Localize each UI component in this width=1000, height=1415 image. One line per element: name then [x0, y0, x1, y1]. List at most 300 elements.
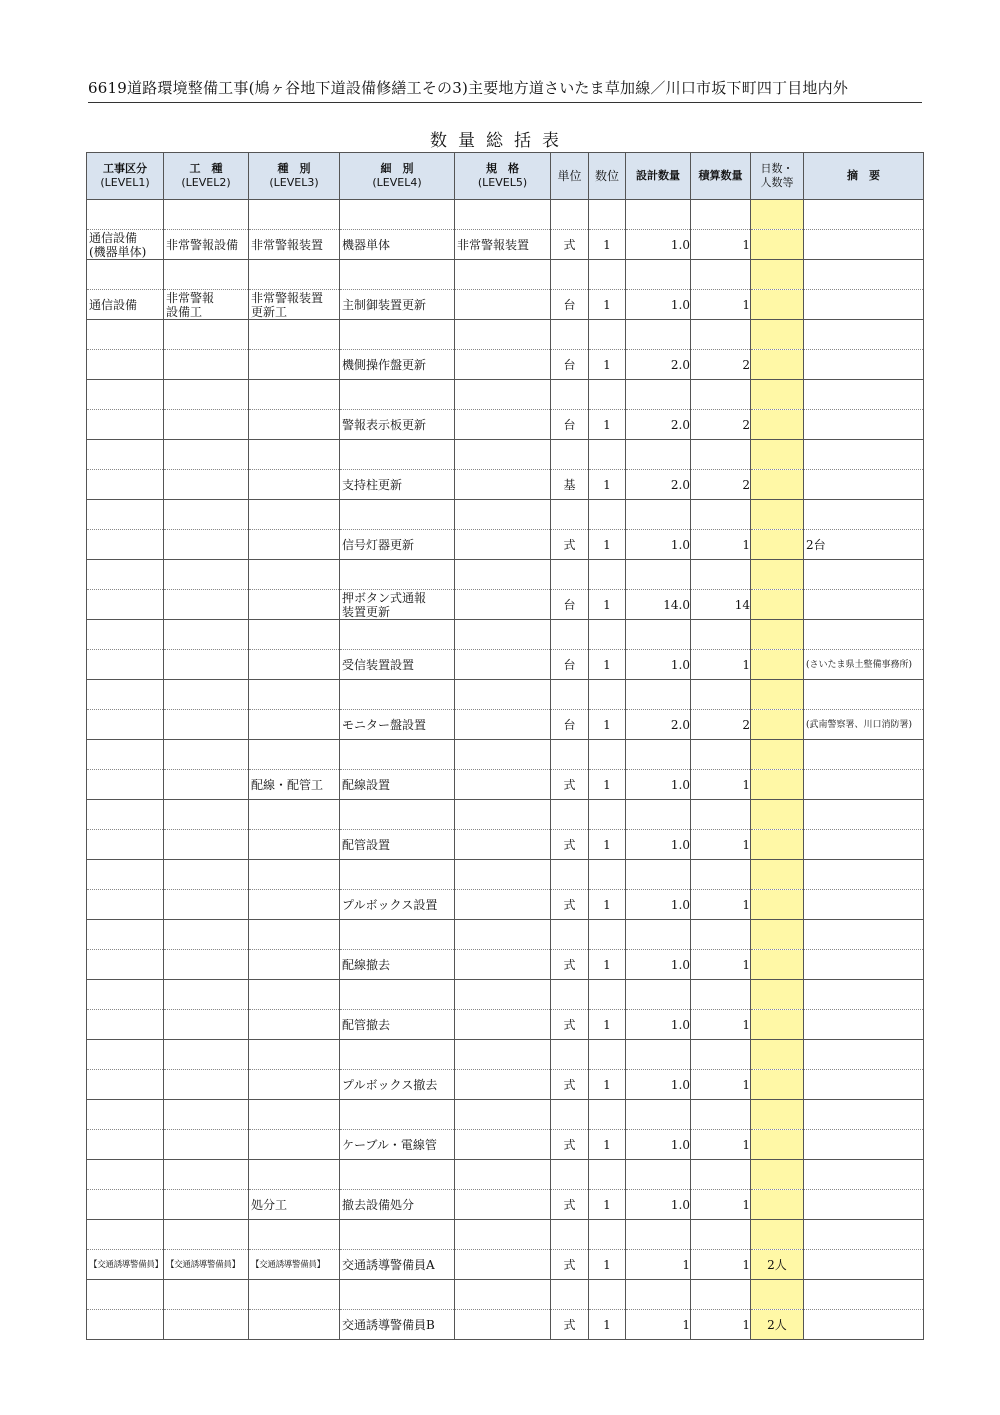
cell-design-qty: 1 [626, 1250, 691, 1280]
empty-cell [87, 440, 164, 470]
spacer-row [87, 200, 924, 230]
cell-unit: 式 [551, 1130, 589, 1160]
cell-level4: 警報表示板更新 [340, 410, 455, 440]
empty-cell [87, 260, 164, 290]
cell-level3 [249, 350, 340, 380]
cell-unit: 式 [551, 770, 589, 800]
table-row [87, 1250, 924, 1280]
table-row [87, 1070, 924, 1100]
cell-digits: 1 [589, 530, 626, 560]
empty-cell [589, 860, 626, 890]
empty-cell [691, 200, 751, 230]
empty-cell [340, 1160, 455, 1190]
empty-cell [691, 740, 751, 770]
cell-estimate-qty: 2 [691, 470, 751, 500]
cell-estimate-qty: 1 [691, 1190, 751, 1220]
table-row [87, 1310, 924, 1340]
empty-cell [87, 680, 164, 710]
empty-cell [164, 500, 249, 530]
empty-cell [551, 620, 589, 650]
cell-design-qty: 1.0 [626, 1190, 691, 1220]
cell-days [751, 230, 804, 260]
empty-cell [626, 260, 691, 290]
empty-cell [164, 380, 249, 410]
cell-unit: 台 [551, 410, 589, 440]
cell-days [751, 710, 804, 740]
table-row [87, 590, 924, 620]
empty-cell [551, 380, 589, 410]
empty-cell [751, 860, 804, 890]
cell-design-qty: 1.0 [626, 950, 691, 980]
cell-level5 [455, 1130, 551, 1160]
empty-cell [626, 1280, 691, 1310]
cell-level2 [164, 890, 249, 920]
cell-estimate-qty: 1 [691, 1010, 751, 1040]
empty-cell [87, 1220, 164, 1250]
empty-cell [691, 380, 751, 410]
cell-note [804, 1310, 924, 1340]
empty-cell [551, 800, 589, 830]
cell-level5 [455, 470, 551, 500]
empty-cell [626, 560, 691, 590]
table-row [87, 350, 924, 380]
cell-digits: 1 [589, 350, 626, 380]
empty-cell [87, 1100, 164, 1130]
empty-cell [804, 560, 924, 590]
empty-cell [751, 980, 804, 1010]
cell-level1 [87, 350, 164, 380]
empty-cell [249, 260, 340, 290]
empty-cell [626, 440, 691, 470]
empty-cell [455, 1160, 551, 1190]
cell-level3: 配線・配管工 [249, 770, 340, 800]
empty-cell [164, 200, 249, 230]
col-header-design-qty: 設計数量 [626, 153, 691, 200]
cell-note [804, 470, 924, 500]
cell-unit: 式 [551, 230, 589, 260]
empty-cell [249, 1040, 340, 1070]
cell-level2 [164, 830, 249, 860]
cell-level2 [164, 1310, 249, 1340]
cell-design-qty: 1.0 [626, 770, 691, 800]
cell-design-qty: 1.0 [626, 530, 691, 560]
cell-digits: 1 [589, 1010, 626, 1040]
empty-cell [751, 920, 804, 950]
empty-cell [751, 740, 804, 770]
empty-cell [164, 320, 249, 350]
cell-level2: 非常警報設備 [164, 230, 249, 260]
cell-level1 [87, 470, 164, 500]
cell-level2 [164, 1010, 249, 1040]
empty-cell [340, 740, 455, 770]
empty-cell [249, 800, 340, 830]
cell-unit: 式 [551, 1310, 589, 1340]
cell-level1 [87, 410, 164, 440]
col-header-level2: 工 種 (LEVEL2) [164, 153, 249, 200]
empty-cell [87, 200, 164, 230]
empty-cell [589, 620, 626, 650]
empty-cell [626, 920, 691, 950]
cell-level5: 非常警報装置 [455, 230, 551, 260]
cell-days [751, 290, 804, 320]
empty-cell [87, 860, 164, 890]
empty-cell [691, 260, 751, 290]
cell-days [751, 530, 804, 560]
cell-note [804, 590, 924, 620]
cell-level5 [455, 410, 551, 440]
empty-cell [551, 500, 589, 530]
empty-cell [589, 440, 626, 470]
cell-days [751, 590, 804, 620]
cell-estimate-qty: 1 [691, 530, 751, 560]
table-row [87, 770, 924, 800]
cell-digits: 1 [589, 1190, 626, 1220]
empty-cell [455, 1280, 551, 1310]
cell-unit: 式 [551, 530, 589, 560]
cell-estimate-qty: 1 [691, 290, 751, 320]
empty-cell [626, 1160, 691, 1190]
cell-estimate-qty: 1 [691, 230, 751, 260]
empty-cell [804, 680, 924, 710]
cell-digits: 1 [589, 1310, 626, 1340]
cell-digits: 1 [589, 650, 626, 680]
empty-cell [751, 500, 804, 530]
empty-cell [455, 920, 551, 950]
empty-cell [751, 440, 804, 470]
cell-level2 [164, 1130, 249, 1160]
cell-level3 [249, 590, 340, 620]
cell-level4: 支持柱更新 [340, 470, 455, 500]
empty-cell [804, 260, 924, 290]
cell-note [804, 350, 924, 380]
empty-cell [249, 1100, 340, 1130]
empty-cell [751, 1220, 804, 1250]
cell-design-qty: 1.0 [626, 230, 691, 260]
spacer-row [87, 440, 924, 470]
cell-unit: 台 [551, 590, 589, 620]
col-header-level3: 種 別 (LEVEL3) [249, 153, 340, 200]
empty-cell [804, 1100, 924, 1130]
cell-level1 [87, 1310, 164, 1340]
cell-level4: モニター盤設置 [340, 710, 455, 740]
table-row [87, 1010, 924, 1040]
spacer-row [87, 560, 924, 590]
cell-level5 [455, 290, 551, 320]
empty-cell [249, 1160, 340, 1190]
cell-level5 [455, 1250, 551, 1280]
cell-level5 [455, 350, 551, 380]
cell-note [804, 1250, 924, 1280]
cell-level3 [249, 950, 340, 980]
empty-cell [551, 200, 589, 230]
table-row [87, 290, 924, 320]
cell-level1 [87, 530, 164, 560]
empty-cell [626, 680, 691, 710]
cell-level1 [87, 1070, 164, 1100]
cell-digits: 1 [589, 830, 626, 860]
cell-level4: 押ボタン式通報 装置更新 [340, 590, 455, 620]
cell-design-qty: 1.0 [626, 890, 691, 920]
cell-days: 2人 [751, 1310, 804, 1340]
empty-cell [87, 620, 164, 650]
empty-cell [164, 860, 249, 890]
cell-level5 [455, 1070, 551, 1100]
cell-level4: 配線設置 [340, 770, 455, 800]
cell-design-qty: 2.0 [626, 350, 691, 380]
cell-level4: 配管撤去 [340, 1010, 455, 1040]
empty-cell [804, 200, 924, 230]
empty-cell [455, 1220, 551, 1250]
cell-level2: 非常警報 設備工 [164, 290, 249, 320]
empty-cell [589, 1040, 626, 1070]
cell-level4: ケーブル・電線管 [340, 1130, 455, 1160]
cell-digits: 1 [589, 1130, 626, 1160]
empty-cell [164, 1040, 249, 1070]
cell-estimate-qty: 1 [691, 830, 751, 860]
empty-cell [751, 1040, 804, 1070]
cell-days [751, 830, 804, 860]
spacer-row [87, 980, 924, 1010]
empty-cell [551, 1220, 589, 1250]
cell-days [751, 410, 804, 440]
cell-level4: 交通誘導警備員A [340, 1250, 455, 1280]
cell-days [751, 350, 804, 380]
empty-cell [87, 740, 164, 770]
cell-note: (さいたま県土整備事務所) [804, 650, 924, 680]
empty-cell [626, 740, 691, 770]
empty-cell [751, 320, 804, 350]
cell-days: 2人 [751, 1250, 804, 1280]
cell-design-qty: 2.0 [626, 470, 691, 500]
cell-design-qty: 1.0 [626, 650, 691, 680]
cell-estimate-qty: 1 [691, 890, 751, 920]
empty-cell [87, 1040, 164, 1070]
cell-level5 [455, 590, 551, 620]
empty-cell [751, 800, 804, 830]
empty-cell [691, 1220, 751, 1250]
cell-level5 [455, 770, 551, 800]
cell-digits: 1 [589, 230, 626, 260]
empty-cell [589, 500, 626, 530]
empty-cell [249, 620, 340, 650]
cell-note [804, 290, 924, 320]
empty-cell [87, 320, 164, 350]
empty-cell [340, 560, 455, 590]
table-row [87, 650, 924, 680]
col-header-estimate-qty: 積算数量 [691, 153, 751, 200]
empty-cell [589, 1220, 626, 1250]
empty-cell [551, 1040, 589, 1070]
table-row [87, 1190, 924, 1220]
cell-design-qty: 1.0 [626, 290, 691, 320]
cell-days [751, 1070, 804, 1100]
table-row [87, 890, 924, 920]
cell-unit: 式 [551, 950, 589, 980]
cell-level4: 配線撤去 [340, 950, 455, 980]
col-header-unit: 単位 [551, 153, 589, 200]
empty-cell [551, 560, 589, 590]
empty-cell [340, 320, 455, 350]
empty-cell [249, 500, 340, 530]
spacer-row [87, 1160, 924, 1190]
table-body [87, 200, 924, 1340]
cell-level4: 主制御装置更新 [340, 290, 455, 320]
empty-cell [249, 680, 340, 710]
empty-cell [589, 320, 626, 350]
empty-cell [691, 440, 751, 470]
cell-level5 [455, 830, 551, 860]
table-row [87, 470, 924, 500]
cell-design-qty: 2.0 [626, 410, 691, 440]
empty-cell [626, 980, 691, 1010]
empty-cell [249, 980, 340, 1010]
cell-level3: 非常警報装置 更新工 [249, 290, 340, 320]
cell-level3: 【交通誘導警備員】 [249, 1250, 340, 1280]
spacer-row [87, 920, 924, 950]
empty-cell [249, 740, 340, 770]
empty-cell [164, 620, 249, 650]
empty-cell [340, 920, 455, 950]
empty-cell [751, 620, 804, 650]
empty-cell [626, 500, 691, 530]
empty-cell [691, 1280, 751, 1310]
empty-cell [626, 1040, 691, 1070]
empty-cell [691, 980, 751, 1010]
empty-cell [249, 320, 340, 350]
cell-level1 [87, 890, 164, 920]
empty-cell [626, 800, 691, 830]
cell-level1 [87, 710, 164, 740]
empty-cell [340, 980, 455, 1010]
cell-estimate-qty: 1 [691, 1310, 751, 1340]
spacer-row [87, 1220, 924, 1250]
cell-level2 [164, 350, 249, 380]
cell-level3 [249, 650, 340, 680]
table-row [87, 1130, 924, 1160]
empty-cell [87, 500, 164, 530]
cell-level5 [455, 710, 551, 740]
empty-cell [551, 1280, 589, 1310]
cell-level2 [164, 470, 249, 500]
empty-cell [551, 860, 589, 890]
empty-cell [455, 1040, 551, 1070]
empty-cell [249, 860, 340, 890]
empty-cell [455, 740, 551, 770]
empty-cell [804, 1040, 924, 1070]
empty-cell [751, 680, 804, 710]
empty-cell [751, 200, 804, 230]
empty-cell [87, 920, 164, 950]
empty-cell [804, 920, 924, 950]
empty-cell [589, 920, 626, 950]
empty-cell [249, 380, 340, 410]
empty-cell [589, 800, 626, 830]
empty-cell [691, 500, 751, 530]
cell-level2 [164, 650, 249, 680]
document-title: 数量総括表 [430, 131, 570, 151]
empty-cell [340, 380, 455, 410]
cell-level4: 信号灯器更新 [340, 530, 455, 560]
cell-level1 [87, 650, 164, 680]
empty-cell [626, 620, 691, 650]
cell-days [751, 1190, 804, 1220]
empty-cell [164, 560, 249, 590]
quantity-summary-table [86, 152, 924, 1340]
empty-cell [551, 680, 589, 710]
empty-cell [551, 260, 589, 290]
cell-level5 [455, 530, 551, 560]
empty-cell [751, 380, 804, 410]
cell-note [804, 890, 924, 920]
cell-level4: 撤去設備処分 [340, 1190, 455, 1220]
col-header-days: 日数・ 人数等 [751, 153, 804, 200]
empty-cell [455, 380, 551, 410]
empty-cell [455, 1100, 551, 1130]
cell-unit: 台 [551, 710, 589, 740]
cell-days [751, 650, 804, 680]
empty-cell [87, 800, 164, 830]
cell-level1 [87, 1190, 164, 1220]
empty-cell [804, 740, 924, 770]
empty-cell [589, 200, 626, 230]
cell-estimate-qty: 2 [691, 710, 751, 740]
empty-cell [164, 680, 249, 710]
cell-digits: 1 [589, 410, 626, 440]
empty-cell [751, 1160, 804, 1190]
cell-digits: 1 [589, 710, 626, 740]
col-header-digits: 数位 [589, 153, 626, 200]
empty-cell [455, 200, 551, 230]
empty-cell [164, 1100, 249, 1130]
cell-note [804, 1130, 924, 1160]
cell-days [751, 950, 804, 980]
cell-level5 [455, 950, 551, 980]
empty-cell [455, 620, 551, 650]
cell-level3 [249, 530, 340, 560]
cell-design-qty: 2.0 [626, 710, 691, 740]
cell-level4: 交通誘導警備員B [340, 1310, 455, 1340]
cell-estimate-qty: 1 [691, 770, 751, 800]
empty-cell [249, 1280, 340, 1310]
empty-cell [340, 1220, 455, 1250]
table-row [87, 950, 924, 980]
cell-level4: 機側操作盤更新 [340, 350, 455, 380]
cell-level1 [87, 950, 164, 980]
cell-level3 [249, 470, 340, 500]
cell-note [804, 830, 924, 860]
empty-cell [551, 740, 589, 770]
cell-note: (武南警察署、川口消防署) [804, 710, 924, 740]
cell-design-qty: 1.0 [626, 1010, 691, 1040]
cell-level4: 機器単体 [340, 230, 455, 260]
cell-level1: 通信設備 (機器単体) [87, 230, 164, 260]
cell-days [751, 1130, 804, 1160]
cell-digits: 1 [589, 590, 626, 620]
empty-cell [691, 560, 751, 590]
cell-estimate-qty: 2 [691, 410, 751, 440]
empty-cell [340, 800, 455, 830]
empty-cell [164, 1280, 249, 1310]
cell-level4: 配管設置 [340, 830, 455, 860]
cell-note [804, 410, 924, 440]
empty-cell [164, 980, 249, 1010]
empty-cell [164, 740, 249, 770]
spacer-row [87, 1280, 924, 1310]
empty-cell [589, 680, 626, 710]
cell-level1 [87, 590, 164, 620]
empty-cell [340, 860, 455, 890]
cell-note: 2台 [804, 530, 924, 560]
